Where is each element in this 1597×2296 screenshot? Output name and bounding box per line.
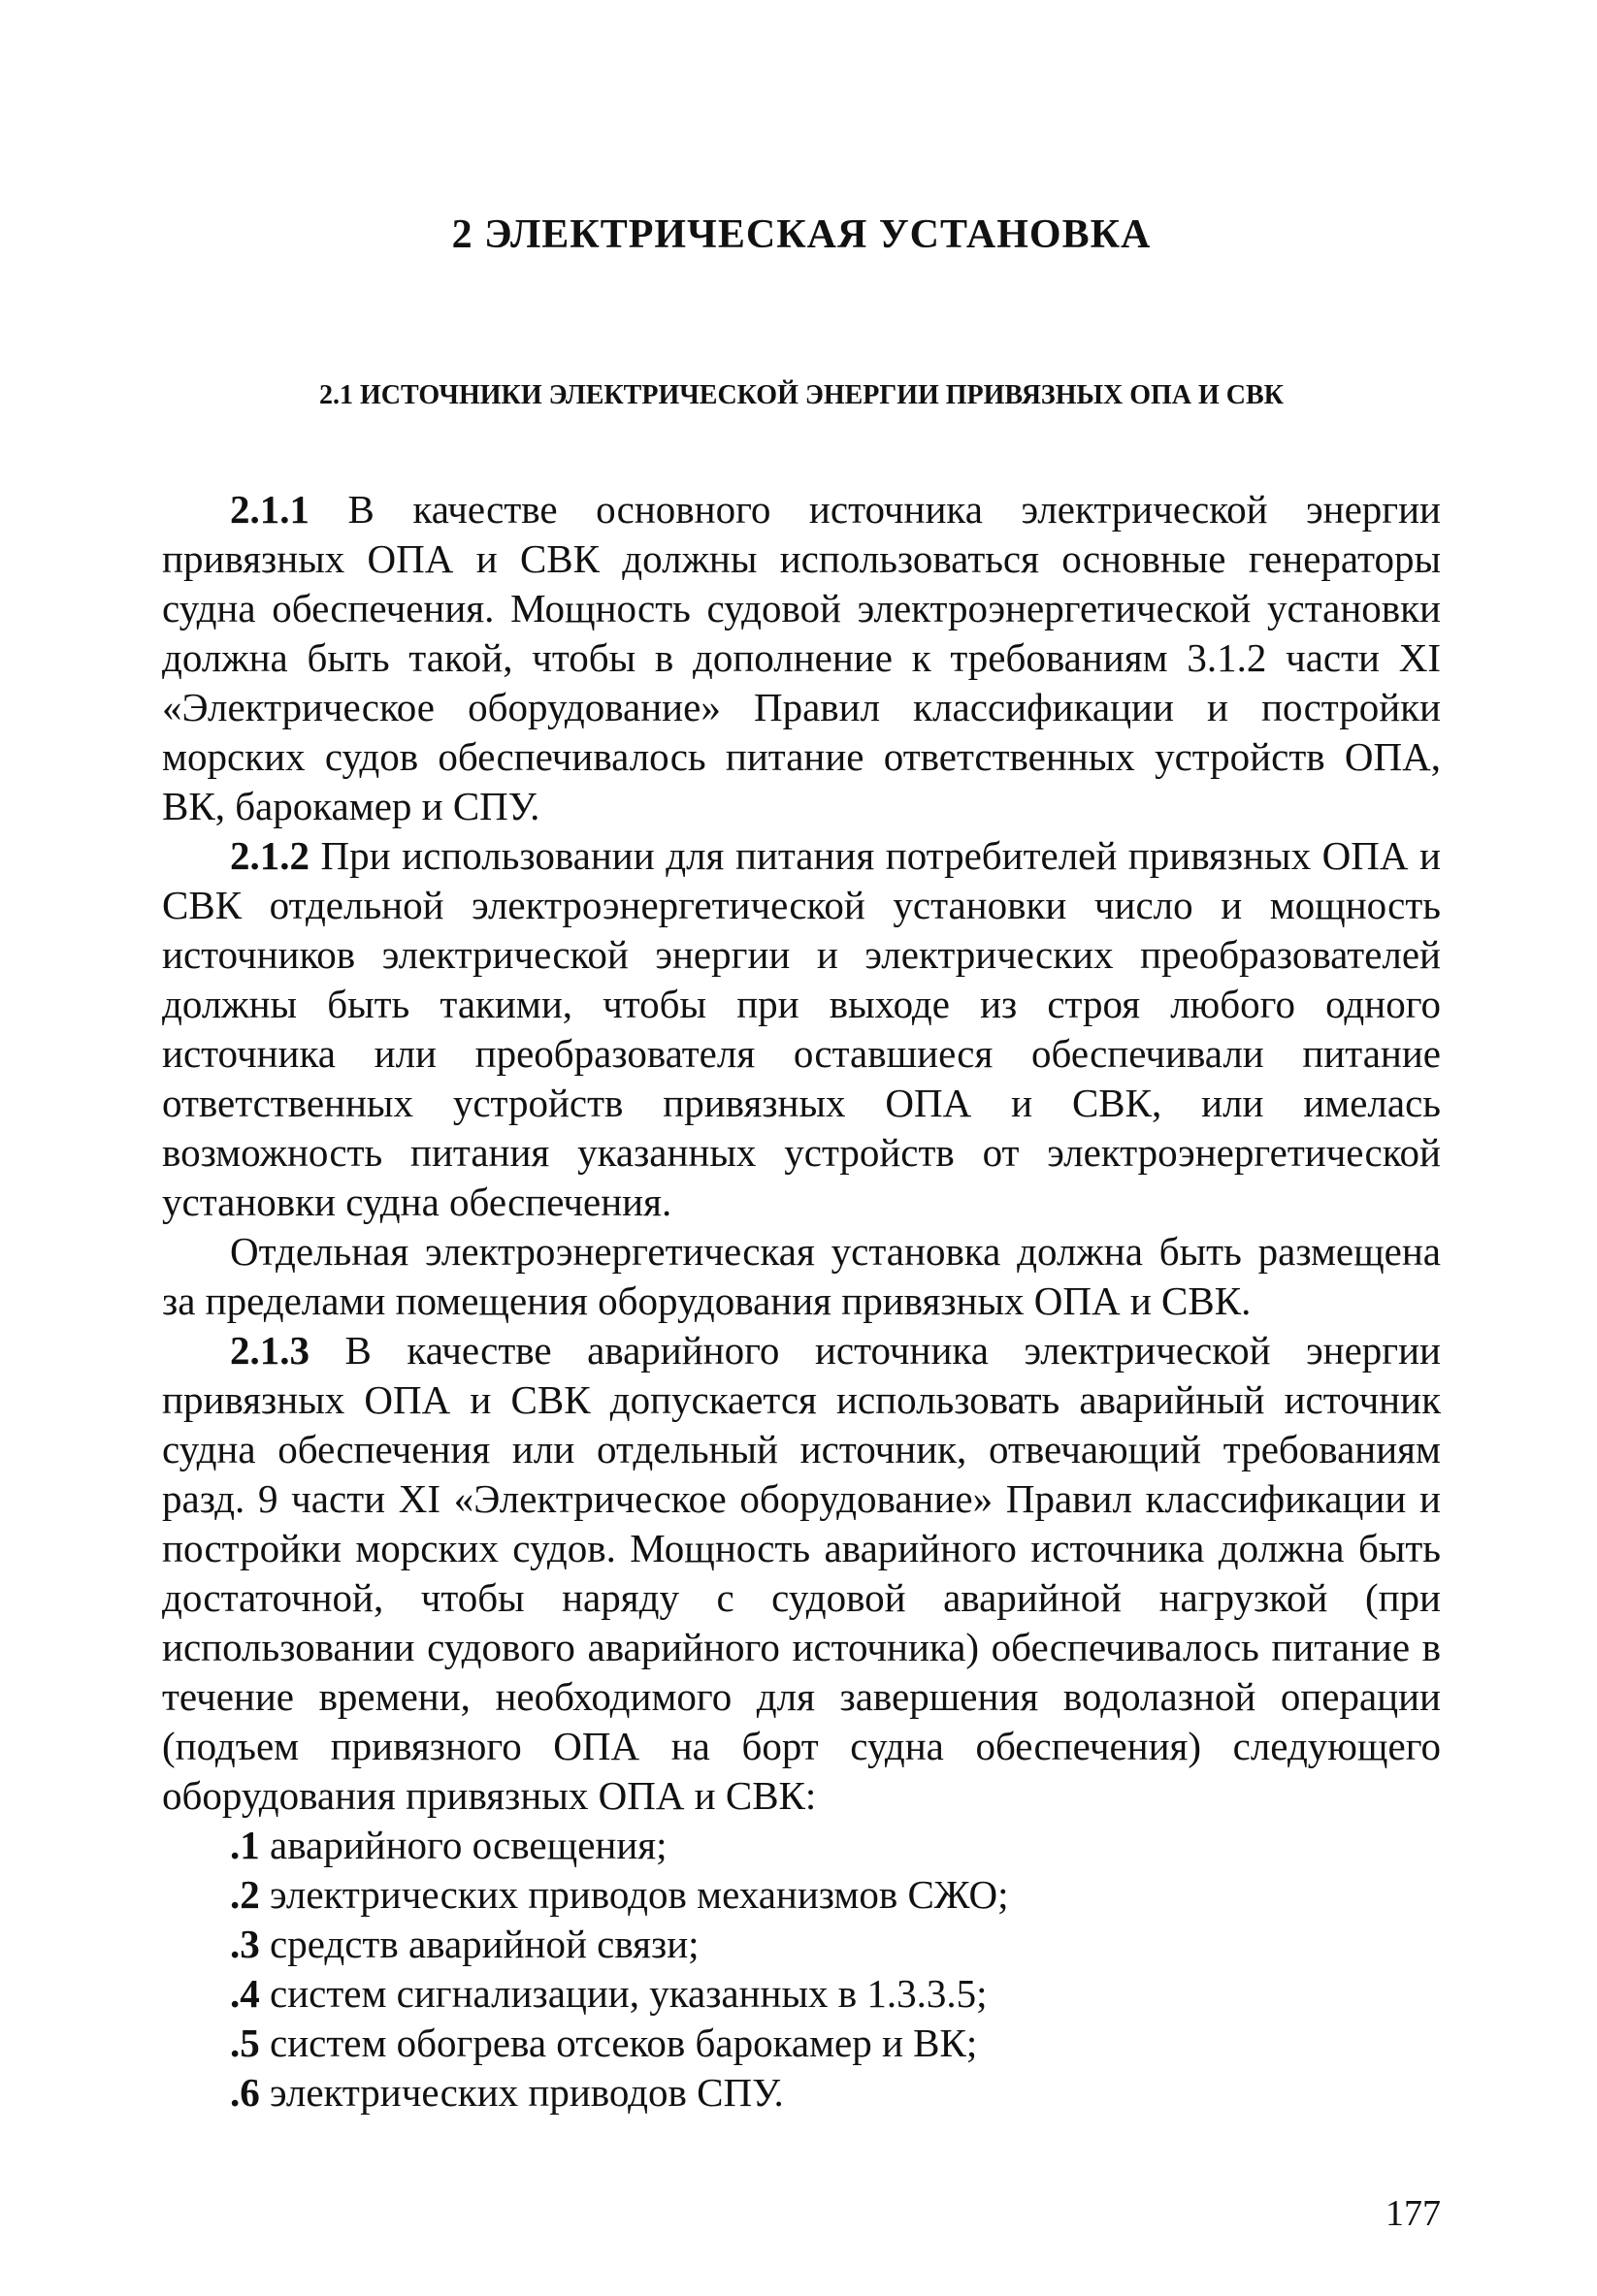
page-number: 177 [1385, 2193, 1441, 2234]
paragraph-2-1-2 [162, 831, 1441, 1227]
list-item-text: аварийного освещения; [259, 1823, 668, 1867]
list-item-text: электрических приводов СПУ. [259, 2070, 784, 2115]
paragraph-text: В качестве аварийного источника электрической энергии привязных ОПА и СВК допускается использовать аварийный источник судна обеспечения или отдельный источник, отвечающий требованиям разд. 9 части XI «Электрическое оборудование» Правил классификации и постройки морских судов. Мощность аварийного источника должна быть достаточной, чтобы наряду с судовой аварийной нагрузкой (при использовании судового аварийного источника) обеспечивалось питание в течение времени, необходимого для завершения водолазной операции (подъем привязного ОПА на борт судна обеспечения) следующего оборудования привязных ОПА и СВК: [162, 1328, 1441, 1818]
section-title: 2.1 ИСТОЧНИКИ ЭЛЕКТРИЧЕСКОЙ ЭНЕРГИИ ПРИВЯЗНЫХ ОПА И СВК [319, 380, 1284, 410]
paragraph-2-1-2-continued [162, 1227, 1441, 1326]
list-item [162, 1821, 1441, 1870]
body-text [162, 485, 1441, 2118]
paragraph-2-1-3 [162, 1326, 1441, 1821]
paragraph-text: Отдельная электроэнергетическая установка должна быть размещена за пределами помещения оборудования привязных ОПА и СВК. [162, 1229, 1441, 1323]
list-item-number: .3 [230, 1922, 260, 1966]
paragraph-text: В качестве основного источника электрической энергии привязных ОПА и СВК должны использоваться основные генераторы судна обеспечения. Мощность судовой электроэнергетической установки должна быть такой, чтобы в дополнение к требованиям 3.1.2 части XI «Электрическое оборудование» Правил классификации и постройки морских судов обеспечивалось питание ответственных устройств ОПА, ВК, барокамер и СПУ. [162, 487, 1441, 828]
paragraph-2-1-1 [162, 485, 1441, 831]
list-item-number: .2 [230, 1872, 260, 1917]
list-item-text: средств аварийной связи; [259, 1922, 700, 1966]
list-item-number: .1 [230, 1823, 260, 1867]
list-item [162, 2019, 1441, 2068]
paragraph-number: 2.1.1 [230, 487, 310, 532]
list-item [162, 2068, 1441, 2118]
chapter-title: 2 ЭЛЕКТРИЧЕСКАЯ УСТАНОВКА [451, 212, 1152, 257]
list-item-number: .6 [230, 2070, 260, 2115]
list-item-text: электрических приводов механизмов СЖО; [259, 1872, 1009, 1917]
list-item-number: .5 [230, 2021, 260, 2065]
paragraph-number: 2.1.3 [230, 1328, 310, 1373]
list-item-text: систем сигнализации, указанных в 1.3.3.5; [259, 1971, 988, 2016]
list-item [162, 1870, 1441, 1920]
list-item-text: систем обогрева отсеков барокамер и ВК; [259, 2021, 978, 2065]
paragraph-text: При использовании для питания потребителей привязных ОПА и СВК отдельной электроэнергетической установки число и мощность источников электрической энергии и электрических преобразователей должны быть такими, чтобы при выходе из строя любого одного источника или преобразователя оставшиеся обеспечивали питание ответственных устройств привязных ОПА и СВК, или имелась возможность питания указанных устройств от электроэнергетической установки судна обеспечения. [162, 833, 1441, 1224]
document-page [162, 0, 1441, 2296]
list-item [162, 1969, 1441, 2019]
paragraph-number: 2.1.2 [230, 833, 310, 878]
list-item-number: .4 [230, 1971, 260, 2016]
list-item [162, 1920, 1441, 1969]
